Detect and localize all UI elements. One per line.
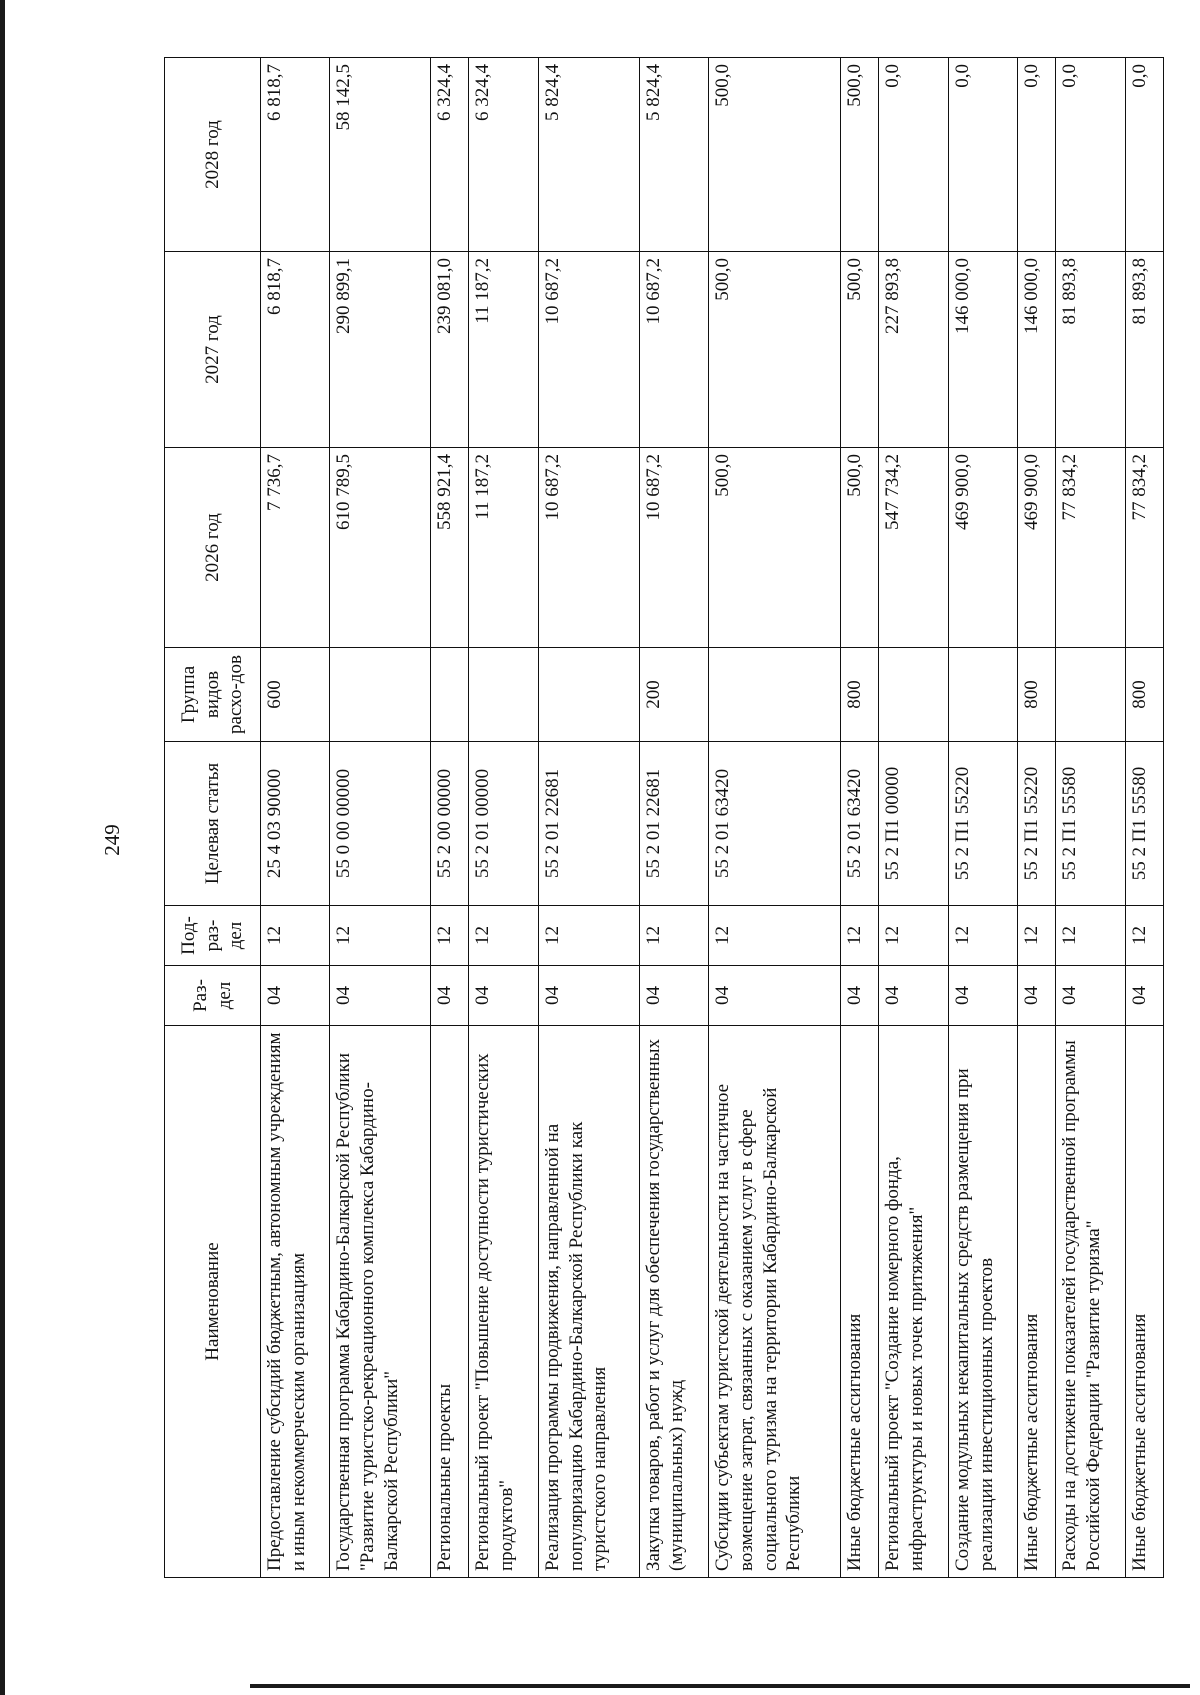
cell-article: 55 2 П1 55580	[1056, 742, 1125, 906]
cell-name: Региональный проект "Создание номерного фонда, инфраструктуры и новых точек притяжения"	[879, 1026, 948, 1578]
cell-group: 600	[261, 648, 330, 742]
cell-razdel: 04	[879, 966, 948, 1026]
cell-y2027: 81 893,8	[1056, 252, 1125, 448]
cell-article: 55 2 01 22681	[538, 742, 639, 906]
cell-group	[948, 648, 1017, 742]
col-header-razdel: Раз-дел	[165, 966, 261, 1026]
cell-y2028: 0,0	[1018, 58, 1056, 252]
table-row	[841, 58, 879, 1578]
cell-y2026: 558 921,4	[431, 448, 469, 648]
cell-y2028: 0,0	[948, 58, 1017, 252]
cell-y2026: 469 900,0	[948, 448, 1017, 648]
cell-y2027: 146 000,0	[1018, 252, 1056, 448]
cell-y2028: 6 818,7	[261, 58, 330, 252]
table-row	[469, 58, 538, 1578]
cell-y2027: 10 687,2	[639, 252, 708, 448]
cell-podrazdel: 12	[330, 906, 431, 966]
cell-name: Создание модульных некапитальных средств размещения при реализации инвестиционных проектов	[948, 1026, 1017, 1578]
cell-group: 800	[841, 648, 879, 742]
table-row	[330, 58, 431, 1578]
cell-group	[538, 648, 639, 742]
cell-y2028: 6 324,4	[431, 58, 469, 252]
cell-razdel: 04	[709, 966, 841, 1026]
table-row	[538, 58, 639, 1578]
header-row	[165, 58, 261, 1578]
cell-y2026: 77 834,2	[1056, 448, 1125, 648]
table-body	[261, 58, 1164, 1578]
cell-razdel: 04	[1056, 966, 1125, 1026]
cell-article: 55 2 01 22681	[639, 742, 708, 906]
cell-name: Региональные проекты	[431, 1026, 469, 1578]
cell-y2026: 10 687,2	[538, 448, 639, 648]
cell-article: 55 0 00 00000	[330, 742, 431, 906]
cell-podrazdel: 12	[431, 906, 469, 966]
cell-y2028: 6 324,4	[469, 58, 538, 252]
cell-group: 800	[1125, 648, 1163, 742]
cell-y2027: 239 081,0	[431, 252, 469, 448]
cell-name: Иные бюджетные ассигнования	[1018, 1026, 1056, 1578]
cell-article: 55 2 01 00000	[469, 742, 538, 906]
table-row	[1125, 58, 1163, 1578]
cell-podrazdel: 12	[879, 906, 948, 966]
cell-group	[1056, 648, 1125, 742]
table-row	[948, 58, 1017, 1578]
budget-table-area	[164, 58, 1164, 1578]
col-header-podrazdel: Под-раз-дел	[165, 906, 261, 966]
cell-y2028: 500,0	[841, 58, 879, 252]
page-number: 249	[100, 824, 124, 856]
cell-group	[431, 648, 469, 742]
cell-y2026: 77 834,2	[1125, 448, 1163, 648]
cell-group	[469, 648, 538, 742]
col-header-article: Целевая статья	[165, 742, 261, 906]
cell-y2026: 610 789,5	[330, 448, 431, 648]
cell-y2028: 58 142,5	[330, 58, 431, 252]
cell-group: 200	[639, 648, 708, 742]
cell-razdel: 04	[1018, 966, 1056, 1026]
table-row	[431, 58, 469, 1578]
cell-article: 25 4 03 90000	[261, 742, 330, 906]
cell-article: 55 2 01 63420	[709, 742, 841, 906]
cell-article: 55 2 П1 55220	[948, 742, 1017, 906]
cell-podrazdel: 12	[639, 906, 708, 966]
budget-table-rotated	[164, 58, 1164, 1578]
cell-name: Иные бюджетные ассигнования	[841, 1026, 879, 1578]
cell-group: 800	[1018, 648, 1056, 742]
cell-razdel: 04	[1125, 966, 1163, 1026]
cell-podrazdel: 12	[1056, 906, 1125, 966]
cell-podrazdel: 12	[1125, 906, 1163, 966]
col-header-2028: 2028 год	[165, 58, 261, 252]
cell-podrazdel: 12	[709, 906, 841, 966]
cell-y2026: 500,0	[841, 448, 879, 648]
cell-razdel: 04	[639, 966, 708, 1026]
table-row	[1056, 58, 1125, 1578]
cell-group	[879, 648, 948, 742]
cell-razdel: 04	[330, 966, 431, 1026]
cell-y2027: 290 899,1	[330, 252, 431, 448]
cell-podrazdel: 12	[538, 906, 639, 966]
cell-y2027: 6 818,7	[261, 252, 330, 448]
cell-y2028: 0,0	[1056, 58, 1125, 252]
cell-name: Расходы на достижение показателей государственной программы Российской Федерации "Развитие туризма"	[1056, 1026, 1125, 1578]
cell-group	[330, 648, 431, 742]
cell-y2027: 81 893,8	[1125, 252, 1163, 448]
cell-y2028: 5 824,4	[639, 58, 708, 252]
cell-y2027: 227 893,8	[879, 252, 948, 448]
cell-razdel: 04	[261, 966, 330, 1026]
cell-article: 55 2 00 00000	[431, 742, 469, 906]
scan-edge-bottom	[250, 1684, 1190, 1688]
cell-podrazdel: 12	[1018, 906, 1056, 966]
cell-podrazdel: 12	[469, 906, 538, 966]
cell-y2027: 10 687,2	[538, 252, 639, 448]
cell-y2026: 11 187,2	[469, 448, 538, 648]
cell-podrazdel: 12	[261, 906, 330, 966]
table-row	[709, 58, 841, 1578]
cell-razdel: 04	[948, 966, 1017, 1026]
cell-y2027: 500,0	[709, 252, 841, 448]
cell-article: 55 2 П1 00000	[879, 742, 948, 906]
cell-y2026: 547 734,2	[879, 448, 948, 648]
table-row	[639, 58, 708, 1578]
cell-y2026: 7 736,7	[261, 448, 330, 648]
cell-name: Реализация программы продвижения, направленной на популяризацию Кабардино-Балкарской Республики как туристского направления	[538, 1026, 639, 1578]
cell-y2026: 469 900,0	[1018, 448, 1056, 648]
cell-group	[709, 648, 841, 742]
cell-y2027: 146 000,0	[948, 252, 1017, 448]
cell-razdel: 04	[431, 966, 469, 1026]
col-header-group: Группа видов расхо-дов	[165, 648, 261, 742]
cell-name: Государственная программа Кабардино-Балкарской Республики "Развитие туристско-рекреационного комплекса Кабардино-Балкарской Республики"	[330, 1026, 431, 1578]
table-row	[879, 58, 948, 1578]
cell-name: Иные бюджетные ассигнования	[1125, 1026, 1163, 1578]
cell-y2028: 0,0	[1125, 58, 1163, 252]
cell-name: Закупка товаров, работ и услуг для обеспечения государственных (муниципальных) нужд	[639, 1026, 708, 1578]
cell-y2027: 11 187,2	[469, 252, 538, 448]
cell-y2027: 500,0	[841, 252, 879, 448]
cell-razdel: 04	[538, 966, 639, 1026]
cell-name: Субсидии субъектам туристской деятельности на частичное возмещение затрат, связанных с оказанием услуг в сфере социального туризма на территории Кабардино-Балкарской Республики	[709, 1026, 841, 1578]
cell-article: 55 2 01 63420	[841, 742, 879, 906]
cell-name: Региональный проект "Повышение доступности туристических продуктов"	[469, 1026, 538, 1578]
table-row	[1018, 58, 1056, 1578]
cell-y2026: 10 687,2	[639, 448, 708, 648]
cell-y2026: 500,0	[709, 448, 841, 648]
cell-article: 55 2 П1 55220	[1018, 742, 1056, 906]
col-header-2027: 2027 год	[165, 252, 261, 448]
cell-y2028: 5 824,4	[538, 58, 639, 252]
cell-podrazdel: 12	[948, 906, 1017, 966]
cell-razdel: 04	[469, 966, 538, 1026]
col-header-2026: 2026 год	[165, 448, 261, 648]
cell-y2028: 0,0	[879, 58, 948, 252]
scan-edge-left	[0, 0, 5, 1695]
cell-razdel: 04	[841, 966, 879, 1026]
cell-article: 55 2 П1 55580	[1125, 742, 1163, 906]
budget-table	[164, 57, 1164, 1578]
cell-podrazdel: 12	[841, 906, 879, 966]
cell-name: Предоставление субсидий бюджетным, автономным учреждениям и иным некоммерческим организациям	[261, 1026, 330, 1578]
col-header-name: Наименование	[165, 1026, 261, 1578]
cell-y2028: 500,0	[709, 58, 841, 252]
table-row	[261, 58, 330, 1578]
